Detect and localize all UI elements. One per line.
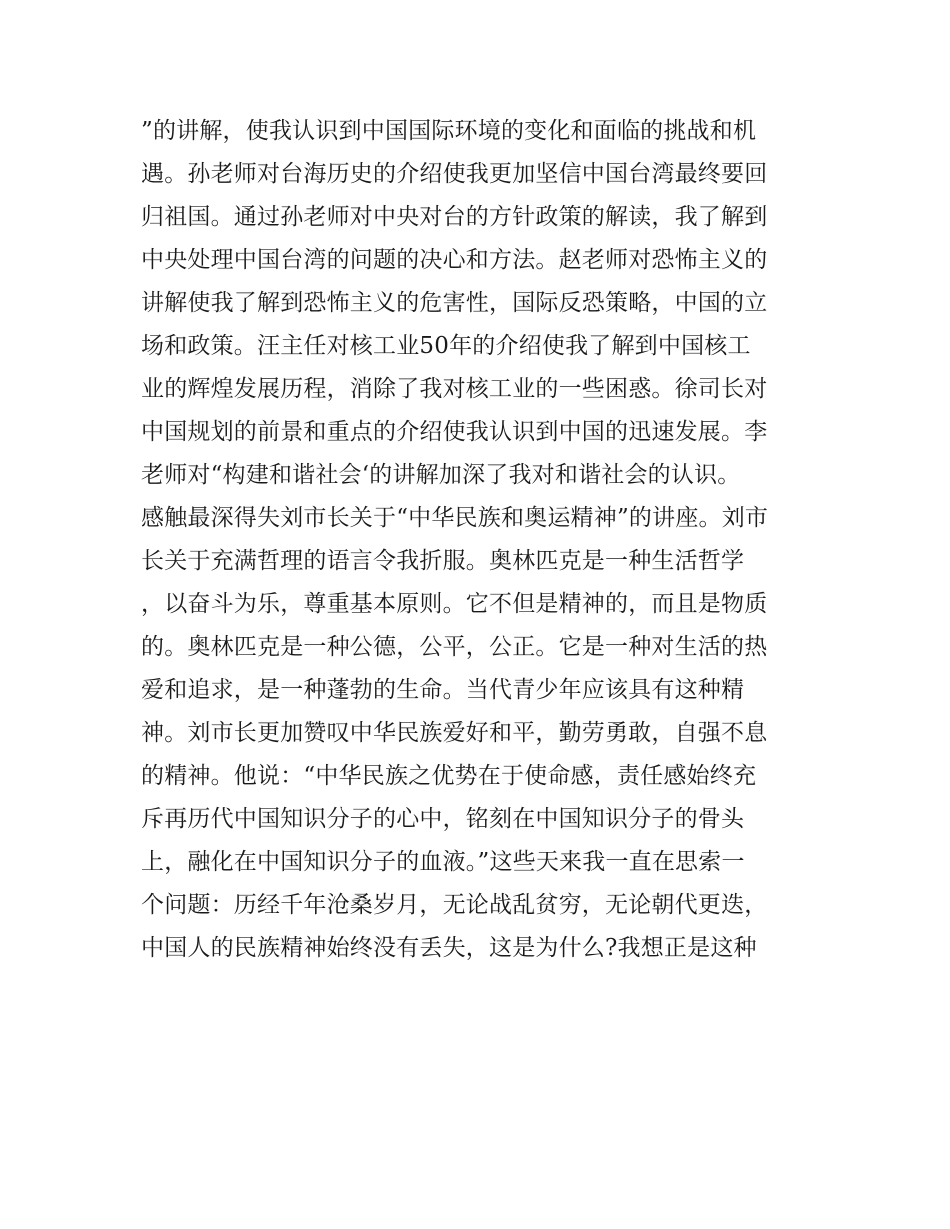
text-line: 的精神。他说：“中华民族之优势在于使命感，责任感始终充: [141, 763, 757, 789]
body-text: [141, 110, 821, 970]
text-line: 长关于充满哲理的语言令我折服。奥林匹克是一种生活哲学: [141, 548, 745, 574]
text-line: 讲解使我了解到恐怖主义的危害性，国际反恐策略，中国的立: [141, 290, 768, 316]
text-line: 场和政策。汪主任对核工业50年的介绍使我了解到中国核工: [141, 333, 751, 359]
text-line: 个问题：历经千年沧桑岁月，无论战乱贫穷，无论朝代更迭，: [141, 892, 768, 918]
text-line: 斥再历代中国知识分子的心中，铭刻在中国知识分子的骨头: [141, 806, 745, 832]
text-line: 感触最深得失刘市长关于“中华民族和奥运精神”的讲座。刘市: [141, 505, 769, 531]
text-line: 遇。孙老师对台海历史的介绍使我更加坚信中国台湾最终要回: [141, 161, 768, 187]
text-line: 中国人的民族精神始终没有丢失，这是为什么?我想正是这种: [141, 935, 757, 961]
text-line: ”的讲解，使我认识到中国国际环境的变化和面临的挑战和机: [141, 118, 757, 144]
text-line: 归祖国。通过孙老师对中央对台的方针政策的解读，我了解到: [141, 204, 768, 230]
text-line: 老师对“构建和谐社会‘的讲解加深了我对和谐社会的认识。: [141, 462, 741, 488]
text-line: 中央处理中国台湾的问题的决心和方法。赵老师对恐怖主义的: [141, 247, 768, 273]
text-line: ，以奋斗为乐，尊重基本原则。它不但是精神的，而且是物质: [141, 591, 768, 617]
text-line: 业的辉煌发展历程，消除了我对核工业的一些困惑。徐司长对: [141, 376, 768, 402]
text-line: 中国规划的前景和重点的介绍使我认识到中国的迅速发展。李: [141, 419, 768, 445]
text-line: 爱和追求，是一种蓬勃的生命。当代青少年应该具有这种精: [141, 677, 745, 703]
text-line: 神。刘市长更加赞叹中华民族爱好和平，勤劳勇敢，自强不息: [141, 720, 768, 746]
text-line: 上，融化在中国知识分子的血液。”这些天来我一直在思索一: [141, 849, 745, 875]
text-line: 的。奥林匹克是一种公德，公平，公正。它是一种对生活的热: [141, 634, 768, 660]
